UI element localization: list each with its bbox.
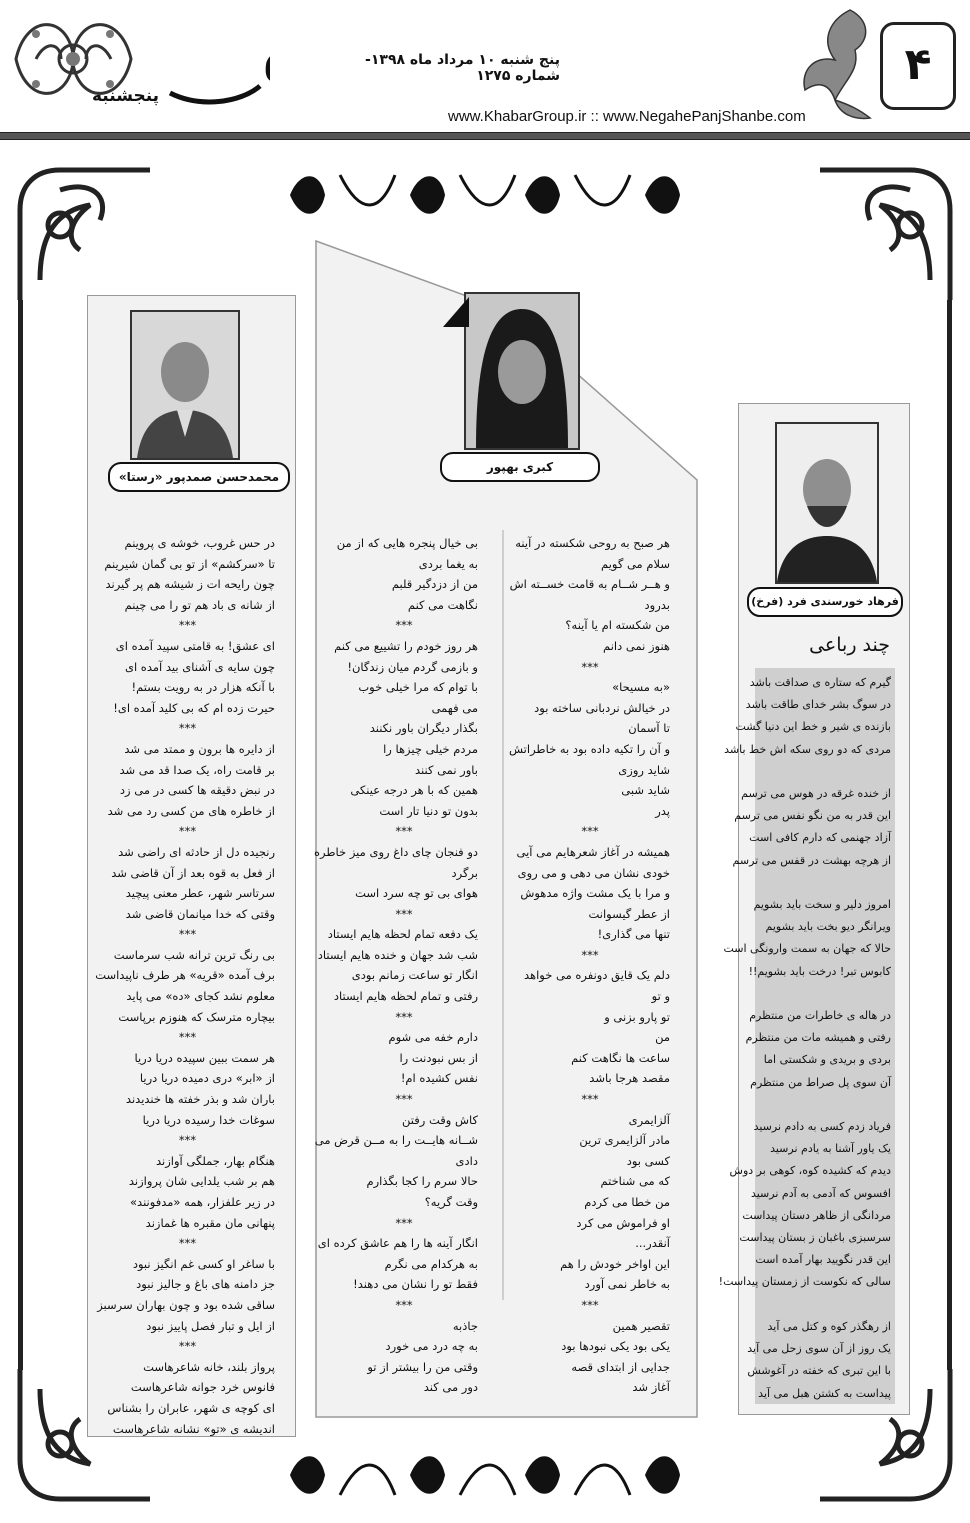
poem-line: برف آمده «قریه» هر طرف ناپیداست [95, 968, 275, 983]
poem-line: با توام که مرا خیلی خوب [358, 680, 478, 695]
poem-line: آلزایمری [628, 1112, 670, 1127]
poem-line: پرواز بلند، خانه شاعرهاست [143, 1359, 275, 1374]
poem-line: خودی نشان می دهی و می روی [517, 865, 670, 880]
stanza-separator: *** [395, 1215, 413, 1230]
stanza-separator: *** [395, 618, 413, 633]
poem-line: در هاله ی خاطرات من منتظرم [749, 1009, 891, 1023]
poem-line: تقصیر همین [612, 1318, 670, 1333]
stanza-separator: *** [178, 927, 197, 942]
poem-line: در زیر علفزار، همه «مدفونند» [130, 1195, 275, 1209]
poem-line [758, 1094, 891, 1116]
poem-line: تا آسمان [628, 721, 670, 736]
right-side-border [947, 300, 952, 1370]
poem-line: به یغما بردی [418, 556, 478, 571]
poem-line: دارم خفه می شوم [388, 1030, 478, 1045]
poem-line [758, 1294, 891, 1316]
poem-line: از شانه ی باد هم تو را می چینم [124, 597, 275, 612]
poem-line: این اواخر خودش را هم [560, 1256, 670, 1271]
poem-line: یکی بود یکی نبودها بود [561, 1339, 670, 1354]
author-name-behpour: کبری بهپور [440, 452, 600, 482]
corner-ornament-top-right [820, 150, 970, 300]
poem-line: معلوم نشد کجای «ده» می پاید [126, 989, 275, 1004]
poem-line: جز دامنه های باغ و جالیز نبود [136, 1277, 275, 1292]
poem-line: می فهمی [431, 700, 478, 715]
poem-line: انگار تو ساعت زمانم بودی [351, 968, 478, 983]
poem-line: بیچاره مترسک که هنوزم برپاست [118, 1009, 275, 1024]
poem-line [758, 761, 891, 783]
poem-line: بی خیال پنجره هایی که از من [336, 536, 478, 550]
stanza-separator: *** [581, 1297, 599, 1312]
poem-line: از ایل و تبار فصل پاییز نبود [146, 1318, 275, 1333]
poem-line: در خیالش نردبانی ساخته بود [534, 700, 670, 715]
poem-line: با ساغر او کسی غم انگیز نبود [132, 1256, 275, 1271]
dateline: پنج شنبه ۱۰ مرداد ماه ۱۳۹۸- شماره ۱۲۷۵ [365, 52, 560, 84]
poem-line: هر روز خودم را تشییع می کنم [334, 638, 478, 653]
poem-line: سالی که نکوست از زمستان پیداست! [718, 1275, 891, 1289]
poem-line: مادر آلزایمری ترین [579, 1133, 670, 1148]
poem-line: هنوز نمی دانم [603, 638, 670, 653]
stanza-separator: *** [178, 1236, 197, 1251]
poem-line: از عطر گیسوانت [588, 906, 670, 921]
stanza-separator: *** [178, 721, 197, 736]
masthead-logo [150, 8, 270, 118]
author-name-khorsandi: فرهاد خورسندی فرد (فرخ) [747, 587, 903, 617]
poem-line: گیرم که ستاره ی صداقت باشد [749, 676, 891, 689]
logo-text [262, 14, 270, 97]
poem-line: وقتی من را بیشتر از تو [367, 1359, 478, 1374]
poem-line: با آنکه هزار در به رویت بستم! [131, 680, 275, 695]
poem-line: مردی که دو روی سکه اش خط باشد [724, 742, 891, 756]
poem-line: از «ابر» دری دمیده دریا دریا [139, 1071, 275, 1086]
poem-line: من [655, 1030, 670, 1045]
poem-line: رفتی و تمام لحظه هایم ایستاد [333, 989, 478, 1004]
author-photo-samadpour [130, 310, 240, 460]
poem-line: یک یاور آشنا به یادم نرسید [770, 1142, 891, 1156]
poem-line: پدر [655, 803, 670, 818]
poem-line: شب شد جهان و خنده هایم ایستاد [317, 947, 478, 962]
poem-line: حیرت زده ام که بی کلید آمده ای! [113, 700, 275, 715]
poem-line: بر قامت راه، یک صدا قد می شد [119, 762, 275, 777]
left-poem-text [95, 533, 275, 1439]
poem-line: به چه درد می خورد [385, 1339, 478, 1354]
poem-line: و آن را تکیه داده بود به خاطراتش [509, 741, 670, 756]
author-photo-khorsandi [775, 422, 879, 584]
poem-line: حالا سرم را کجا بگذارم [366, 1174, 478, 1189]
poem-line: ای کوچه ی شهر، عابران را بشناس [107, 1400, 275, 1415]
center-poem-text-b [314, 533, 478, 1398]
logo-subtitle: پنجشنبه [92, 86, 160, 106]
poem-line: «به مسیحا» [612, 680, 670, 695]
stanza-separator: *** [581, 947, 599, 962]
stanza-separator: *** [178, 1030, 197, 1045]
poem-line: شــانه هایــت را به مــن قرض می [314, 1133, 478, 1148]
poem-line: چون رایحه ات ز شیشه هم پر گیرند [105, 577, 275, 592]
stanza-separator: *** [178, 1133, 197, 1148]
poem-line: بدون تو دنیا تار است [379, 803, 478, 818]
poem-line: دو فنجان چای داغ روی میز خاطره [314, 844, 478, 859]
poem-line: برگرد [451, 865, 478, 880]
poem-line: آغاز شد [632, 1380, 670, 1395]
poem-line [758, 983, 891, 1005]
poem-line: به هرکدام می نگرم [384, 1256, 478, 1271]
poem-line: ای عشق! به قامتی سپید آمده ای [115, 638, 275, 653]
poem-line: شاید روزی [618, 762, 670, 777]
poem-line: پیداست به کشتن هبل می آید [758, 1386, 891, 1400]
poem-line: انگار آینه ها را هم عاشق کرده ای [317, 1236, 478, 1251]
poem-line: هر صبح به روحی شکسته در آینه [515, 536, 670, 550]
page-number: ۴ [880, 22, 956, 110]
poem-line: سرسبزی باغبان ز بستان پیداست [739, 1231, 891, 1245]
poem-line: از هرچه بهشت در قفس می ترسم [732, 853, 891, 867]
poem-line: بردی و بریدی و شکستی اما [763, 1053, 891, 1067]
poem-line: من خطا می کردم [584, 1195, 670, 1209]
poem-line: و هــر شــام به قامت خســته اش [509, 577, 670, 592]
poem-line: از بس نبودنت را [399, 1050, 478, 1065]
poem-line: هوای بی تو چه سرد است [355, 886, 478, 901]
left-side-border [18, 300, 23, 1370]
stanza-separator: *** [581, 1092, 599, 1107]
poem-line: وقت گریه؟ [424, 1195, 478, 1209]
stanza-separator: *** [581, 824, 599, 839]
poem-line: من شکسته ام یا آینه؟ [565, 618, 670, 633]
poem-line: پنهانی مان مقبره ها غمازند [145, 1215, 275, 1230]
poem-line: کابوس تبر! درخت باید بشویم!! [748, 964, 891, 978]
poem-line: جدایی از ابتدای قصه [571, 1359, 670, 1374]
poem-line: از خنده غرقه در هوس می ترسم [741, 787, 891, 801]
poem-line: و مرا با یک مشت واژه مدهوش [520, 886, 670, 901]
poem-line: تا «سرکشم» از تو بی گمان شیرینم [104, 556, 275, 571]
poem-line: دادی [455, 1153, 478, 1168]
poem-line: به خاطر نمی آورد [584, 1277, 670, 1292]
poem-line: او فراموش می کرد [576, 1215, 670, 1230]
poem-line: در حس غروب، خوشه ی پروینم [124, 536, 275, 550]
poem-line: مقصد هرجا باشد [589, 1071, 670, 1086]
stanza-separator: *** [178, 824, 197, 839]
poem-line: از رهگذر کوه و کتل می آید [767, 1319, 891, 1333]
poem-line: من از دزدگیر قلبم [391, 577, 478, 592]
poem-line: سرتاسر شهر، عطر معنی پیچید [125, 886, 275, 901]
poem-line: هم بر شب یلدایی شان پروازند [128, 1174, 275, 1189]
stanza-separator: *** [395, 1297, 413, 1312]
poem-line: تو پارو بزنی و [604, 1009, 670, 1024]
poem-line: از دایره ها برون و ممتد می شد [124, 741, 275, 756]
bottom-leaf-ornament [270, 1440, 700, 1510]
poem-line: هر سمت ببین سپیده دریا دریا [134, 1050, 275, 1065]
poem-line: بی رنگ ترین ترانه شب سرماست [113, 947, 275, 962]
section-title-rubaiyat: چند رباعی [809, 634, 890, 656]
stanza-separator: *** [395, 1009, 413, 1024]
site-urls[interactable]: www.KhabarGroup.ir :: www.NegahePanjShanbe.com [448, 108, 806, 125]
poem-line: دیدم که کشیده کوه، کوهی بر دوش [729, 1164, 891, 1178]
poem-line: دلم یک قایق دونفره می خواهد [524, 968, 670, 983]
poem-line: باور نمی کنند [414, 762, 478, 777]
poem-line: ویرانگر دیو بخت باید بشویم [765, 920, 891, 934]
poem-line: نفس کشیده ام! [400, 1071, 478, 1086]
poem-line: اندیشه ی «تو» نشانه شاعرهاست [112, 1421, 275, 1436]
poem-line: افسوس که آدمی به آدم نرسید [750, 1186, 891, 1200]
poem-line [758, 872, 891, 894]
poem-line: مردم خیلی چیزها را [383, 741, 478, 756]
poem-line: بازنده ی شیر و خط این دنیا گشت [735, 720, 891, 734]
poem-line: از فعل به قوه بعد از آن قاضی شد [111, 865, 275, 880]
stanza-separator: *** [395, 824, 413, 839]
poem-line: و بازمی گردم میان زندگان! [347, 659, 478, 674]
poem-line: ساعت ها نگاهت کنم [571, 1050, 670, 1065]
stanza-separator: *** [178, 1339, 197, 1354]
author-name-samadpour: محمدحسن صمدپور «رستا» [108, 462, 290, 492]
poem-line: با این تبری که خفته در آغوشش [747, 1364, 891, 1378]
poem-line: شاید شبی [621, 783, 670, 798]
phoenix-ornament [790, 0, 880, 130]
stanza-separator: *** [581, 659, 599, 674]
poem-line: سوغات خدا رسیده دریا دریا [142, 1112, 275, 1127]
mourning-ribbon [443, 297, 469, 327]
top-leaf-ornament [270, 160, 700, 230]
poem-line: حالا که جهان به سمت وارونگی است [723, 942, 891, 956]
poem-line: آنقدر... [635, 1236, 670, 1251]
poem-line: وقتی که خدا میانمان قاضی شد [125, 906, 275, 921]
poem-line: تنها می گذاری! [597, 927, 670, 942]
poem-line: باران شد و بذر خفته ها خندیدند [125, 1092, 275, 1107]
poem-line: یک روز از آن سوی زحل می آید [747, 1342, 891, 1356]
poem-line: جاذبه [452, 1318, 478, 1333]
right-poem-text [718, 672, 891, 1405]
corner-ornament-top-left [0, 150, 150, 300]
author-photo-behpour [464, 292, 580, 450]
poem-line: بگذار دیگران باور نکنند [369, 721, 478, 736]
poem-line: بدرود [644, 597, 670, 612]
poem-line: هنگام بهار، جملگی آوازند [156, 1153, 275, 1168]
poem-line: یک دفعه تمام لحظه هایم ایستاد [327, 927, 478, 942]
center-poem-text-a [510, 533, 670, 1398]
poem-line: آزاد جهنمی که دارم کافی است [749, 831, 891, 845]
poem-line: کاش وقت رفتن [402, 1112, 478, 1127]
poem-line: چون سایه ی آشنای بید آمده ای [124, 659, 275, 674]
poem-line: آن سوی پل صراط من منتظرم [750, 1075, 891, 1089]
poem-line: فقط تو را نشان می دهند! [353, 1277, 478, 1292]
poem-line: و تو [651, 989, 670, 1004]
stanza-separator: *** [395, 906, 413, 921]
poem-line: ساقی شده بود و چون بهاران سرسبز [97, 1297, 275, 1312]
poem-line: فریاد زدم کسی به دادم نرسید [753, 1120, 891, 1134]
poem-line: این قدر نگویید بهار آمده است [755, 1253, 891, 1267]
poem-line: فانوس خرد جوانه شاعرهاست [130, 1380, 275, 1395]
stanza-separator: *** [395, 1092, 413, 1107]
poem-line: در نبض دقیقه ها کسی در می زد [119, 783, 275, 798]
poem-line: این قدر به من نگو نفس می ترسم [734, 809, 891, 823]
poem-line: همین که با هر درجه عینکی [350, 783, 478, 798]
poem-line: دور می کند [423, 1380, 478, 1395]
poem-line: نگاهت می کنم [407, 597, 478, 612]
poem-line: امروز دلیر و سخت باید بشویم [753, 898, 891, 912]
poem-line: مردانگی از ظاهر دستان پیداست [742, 1208, 891, 1222]
poem-line: در سوگ بشر خدای طاقت باشد [745, 698, 891, 712]
poem-line: که می شناختم [600, 1174, 670, 1189]
poem-line: رفتی و همیشه مات من منتظرم [745, 1031, 891, 1045]
poem-line: رنجیده دل از حادثه ای راضی شد [118, 844, 275, 859]
poem-line: همیشه در آغاز شعرهایم می آیی [516, 844, 670, 859]
poem-line: کسی بود [626, 1153, 670, 1168]
stanza-separator: *** [178, 618, 197, 633]
poem-line: سلام می گویم [601, 556, 670, 571]
header-divider [0, 132, 970, 140]
poem-line: از خاطره های من کسی رد می شد [107, 803, 275, 818]
